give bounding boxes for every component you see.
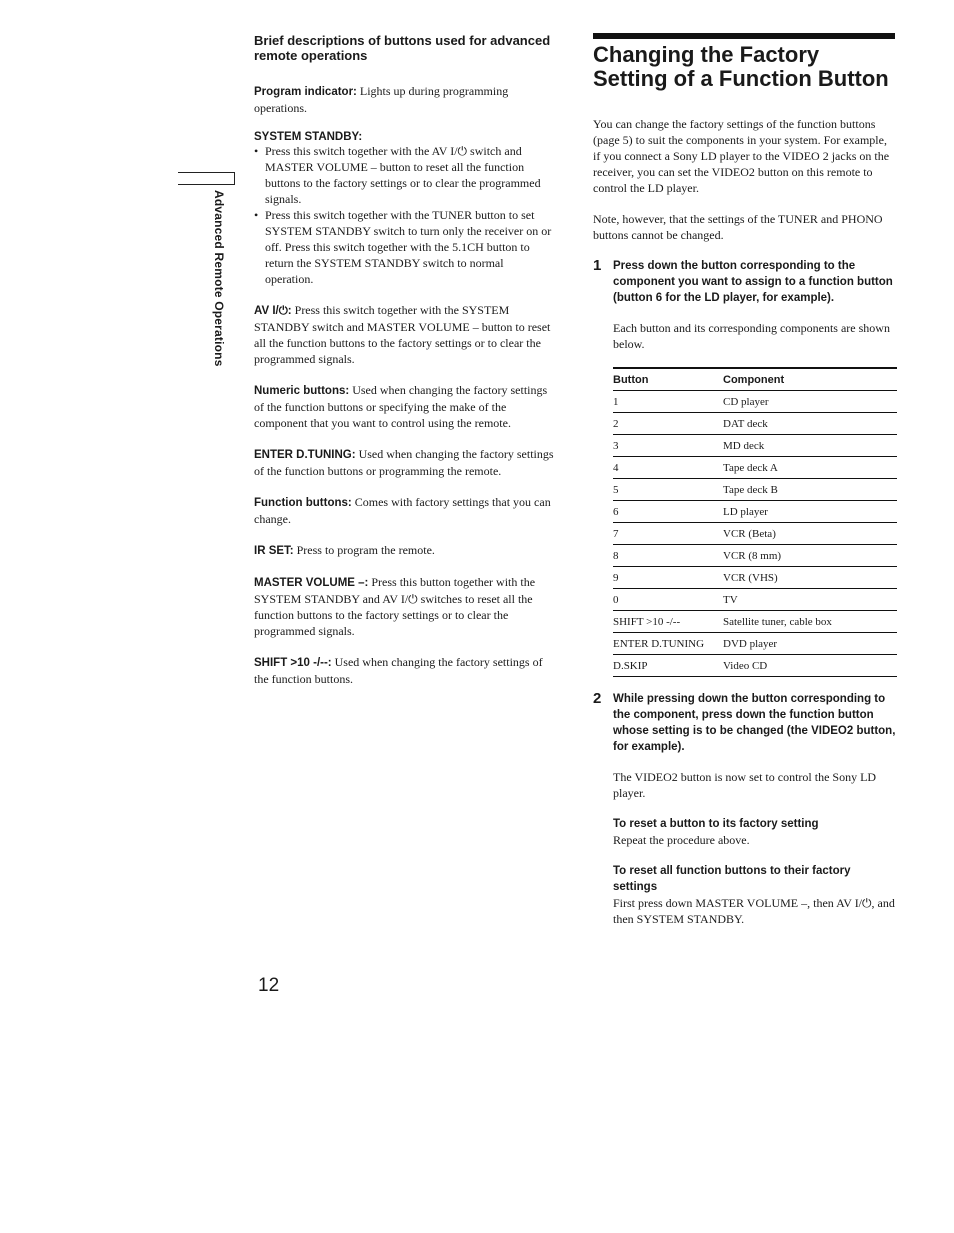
- step-2: [593, 691, 897, 755]
- table-cell: DAT deck: [723, 413, 897, 435]
- list-item: • Press this switch together with the TUNER button to set SYSTEM STANDBY switch to turn only the receiver on or off. Press this switch together with the 5.1CH button to return the SYSTEM STANDBY switch to normal operation.: [254, 207, 554, 287]
- table-row: [613, 633, 897, 655]
- table-cell: 5: [613, 479, 723, 501]
- table-cell: VCR (8 mm): [723, 545, 897, 567]
- table-cell: Video CD: [723, 655, 897, 677]
- list-item: • Press this switch together with the AV I/⏻ switch and MASTER VOLUME – button to reset all the function buttons to the factory settings or to clear the programmed signals.: [254, 143, 554, 207]
- table-cell: ENTER D.TUNING: [613, 633, 723, 655]
- column-header: Component: [723, 368, 897, 391]
- step-number: 1: [593, 257, 602, 274]
- table-cell: VCR (Beta): [723, 523, 897, 545]
- column-header: Button: [613, 368, 723, 391]
- master-volume-desc: MASTER VOLUME –: Press this button together with the SYSTEM STANDBY and AV I/⏻ switches to reset all the function buttons to the factory settings or to clear the programmed signals.: [254, 575, 536, 638]
- table-row: [613, 435, 897, 457]
- table-cell: 1: [613, 391, 723, 413]
- system-standby-desc: [254, 131, 554, 287]
- table-cell: 7: [613, 523, 723, 545]
- note-paragraph: Note, however, that the settings of the TUNER and PHONO buttons cannot be changed.: [593, 212, 883, 242]
- reset-one-heading: To reset a button to its factory setting: [613, 818, 819, 830]
- table-row: [613, 655, 897, 677]
- table-cell: Tape deck B: [723, 479, 897, 501]
- table-cell: Satellite tuner, cable box: [723, 611, 897, 633]
- table-cell: SHIFT >10 -/--: [613, 611, 723, 633]
- table-header-row: [613, 368, 897, 391]
- table-cell: LD player: [723, 501, 897, 523]
- left-column: [254, 33, 554, 702]
- table-cell: Tape deck A: [723, 457, 897, 479]
- table-cell: 9: [613, 567, 723, 589]
- step-1: [593, 258, 897, 306]
- table-cell: 4: [613, 457, 723, 479]
- section-side-label: Advanced Remote Operations: [212, 190, 226, 367]
- step-text: While pressing down the button corresponding to the component, press down the function button whose setting is to be changed (the VIDEO2 button, for example).: [613, 693, 896, 753]
- table-cell: DVD player: [723, 633, 897, 655]
- system-standby-list: [254, 143, 554, 287]
- table-row: [613, 545, 897, 567]
- table-cell: CD player: [723, 391, 897, 413]
- step-2-note: The VIDEO2 button is now set to control the Sony LD player.: [613, 770, 877, 800]
- page-title: Changing the Factory Setting of a Function Button: [593, 42, 889, 91]
- table-row: [613, 589, 897, 611]
- table-cell: 8: [613, 545, 723, 567]
- section-tab-marker: [178, 172, 235, 185]
- page-number: 12: [258, 975, 280, 996]
- step-number: 2: [593, 690, 602, 707]
- table-row: [613, 523, 897, 545]
- reset-all-heading: To reset all function buttons to their factory settings: [613, 865, 851, 893]
- table-cell: 0: [613, 589, 723, 611]
- program-indicator-desc: Program indicator: Lights up during programming operations.: [254, 84, 509, 115]
- table-row: [613, 501, 897, 523]
- system-standby-term: SYSTEM STANDBY:: [254, 131, 363, 143]
- table-row: [613, 479, 897, 501]
- ir-set-desc: IR SET: Press to program the remote.: [254, 543, 435, 557]
- shift-desc: SHIFT >10 -/--: Used when changing the factory settings of the function buttons.: [254, 655, 543, 686]
- step-text: Press down the button corresponding to the component you want to assign to a function button (button 6 for the LD player, for example).: [613, 260, 893, 304]
- reset-one-text: Repeat the procedure above.: [613, 833, 750, 847]
- table-cell: MD deck: [723, 435, 897, 457]
- table-row: [613, 413, 897, 435]
- intro-paragraph: You can change the factory settings of the function buttons (page 5) to suit the components in your system. For example, if you connect a Sony LD player to the VIDEO 2 jacks on the receiver, you can set the VIDEO2 button on this remote to control the LD player.: [593, 117, 890, 195]
- av-switch-desc: AV I/⏻: Press this switch together with the SYSTEM STANDBY switch and MASTER VOLUME – button to reset all the function buttons to the factory settings or to clear the programmed signals.: [254, 303, 551, 366]
- reset-all-section: [593, 863, 897, 927]
- table-row: [613, 457, 897, 479]
- reset-all-text: First press down MASTER VOLUME –, then AV I/⏻, and then SYSTEM STANDBY.: [613, 896, 895, 926]
- table-cell: 6: [613, 501, 723, 523]
- step-1-note: Each button and its corresponding components are shown below.: [613, 321, 890, 351]
- table-cell: 3: [613, 435, 723, 457]
- reset-one-section: [593, 816, 897, 848]
- table-cell: TV: [723, 589, 897, 611]
- button-component-table: [613, 367, 897, 677]
- table-row: [613, 567, 897, 589]
- function-buttons-desc: Function buttons: Comes with factory settings that you can change.: [254, 495, 551, 526]
- table-row: [613, 391, 897, 413]
- table-row: [613, 611, 897, 633]
- table-cell: 2: [613, 413, 723, 435]
- enter-dtuning-desc: ENTER D.TUNING: Used when changing the factory settings of the function buttons or programming the remote.: [254, 447, 554, 478]
- table-cell: VCR (VHS): [723, 567, 897, 589]
- table-cell: D.SKIP: [613, 655, 723, 677]
- left-heading: Brief descriptions of buttons used for advanced remote operations: [254, 33, 551, 63]
- right-column: [593, 33, 897, 927]
- title-rule: [593, 33, 895, 39]
- numeric-buttons-desc: Numeric buttons: Used when changing the factory settings of the function buttons or specifying the make of the component that you want to control using the remote.: [254, 383, 548, 430]
